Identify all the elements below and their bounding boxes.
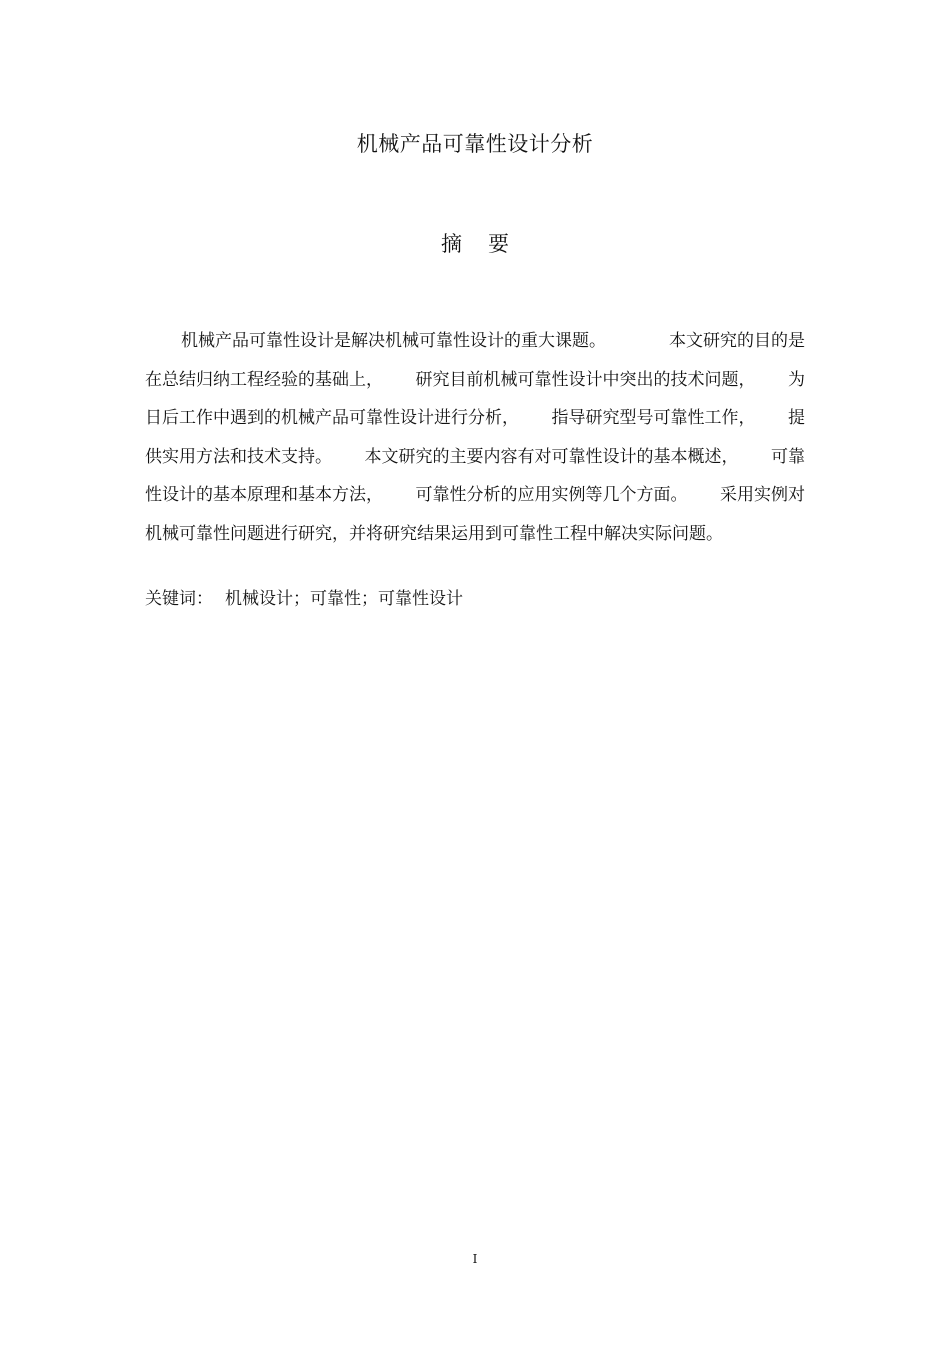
page-number: I [472,1252,478,1266]
abstract-segment: 在总结归纳工程经验的基础上， [145,369,383,390]
abstract-segment: 本文研究的目的是 [669,331,805,351]
abstract-segment: 可靠 [771,446,805,467]
keywords-value: 机械设计；可靠性；可靠性设计 [225,589,463,609]
abstract-body [145,322,805,553]
abstract-heading-char-1: 摘 [441,232,462,256]
abstract-line [145,399,805,438]
abstract-segment: 研究目前机械可靠性设计中突出的技术问题， [415,369,756,390]
abstract-line [145,476,805,515]
abstract-segment: 日后工作中遇到的机械产品可靠性设计进行分析， [145,408,519,428]
keywords [145,584,463,609]
abstract-segment: 为 [788,369,805,390]
keywords-label: 关键词： [145,589,213,609]
abstract-segment: 指导研究型号可靠性工作， [551,408,756,428]
abstract-segment: 机械产品可靠性设计是解决机械可靠性设计的重大课题。 [181,331,606,351]
abstract-line [145,438,805,477]
abstract-segment: 本文研究的主要内容有对可靠性设计的基本概述， [364,446,739,467]
abstract-line [145,361,805,400]
abstract-segment: 可靠性分析的应用实例等几个方面。 [415,485,688,505]
abstract-segment: 提 [788,408,805,428]
abstract-heading [0,228,950,258]
abstract-segment: 机械可靠性问题进行研究，并将研究结果运用到可靠性工程中解决实际问题。 [145,523,723,544]
abstract-line [145,515,805,554]
abstract-heading-char-2: 要 [488,232,509,256]
document-title: 机械产品可靠性设计分析 [356,132,594,156]
abstract-segment: 采用实例对 [720,485,805,505]
abstract-line [145,322,805,361]
abstract-segment: 供实用方法和技术支持。 [145,446,332,467]
abstract-segment: 性设计的基本原理和基本方法， [145,485,383,505]
